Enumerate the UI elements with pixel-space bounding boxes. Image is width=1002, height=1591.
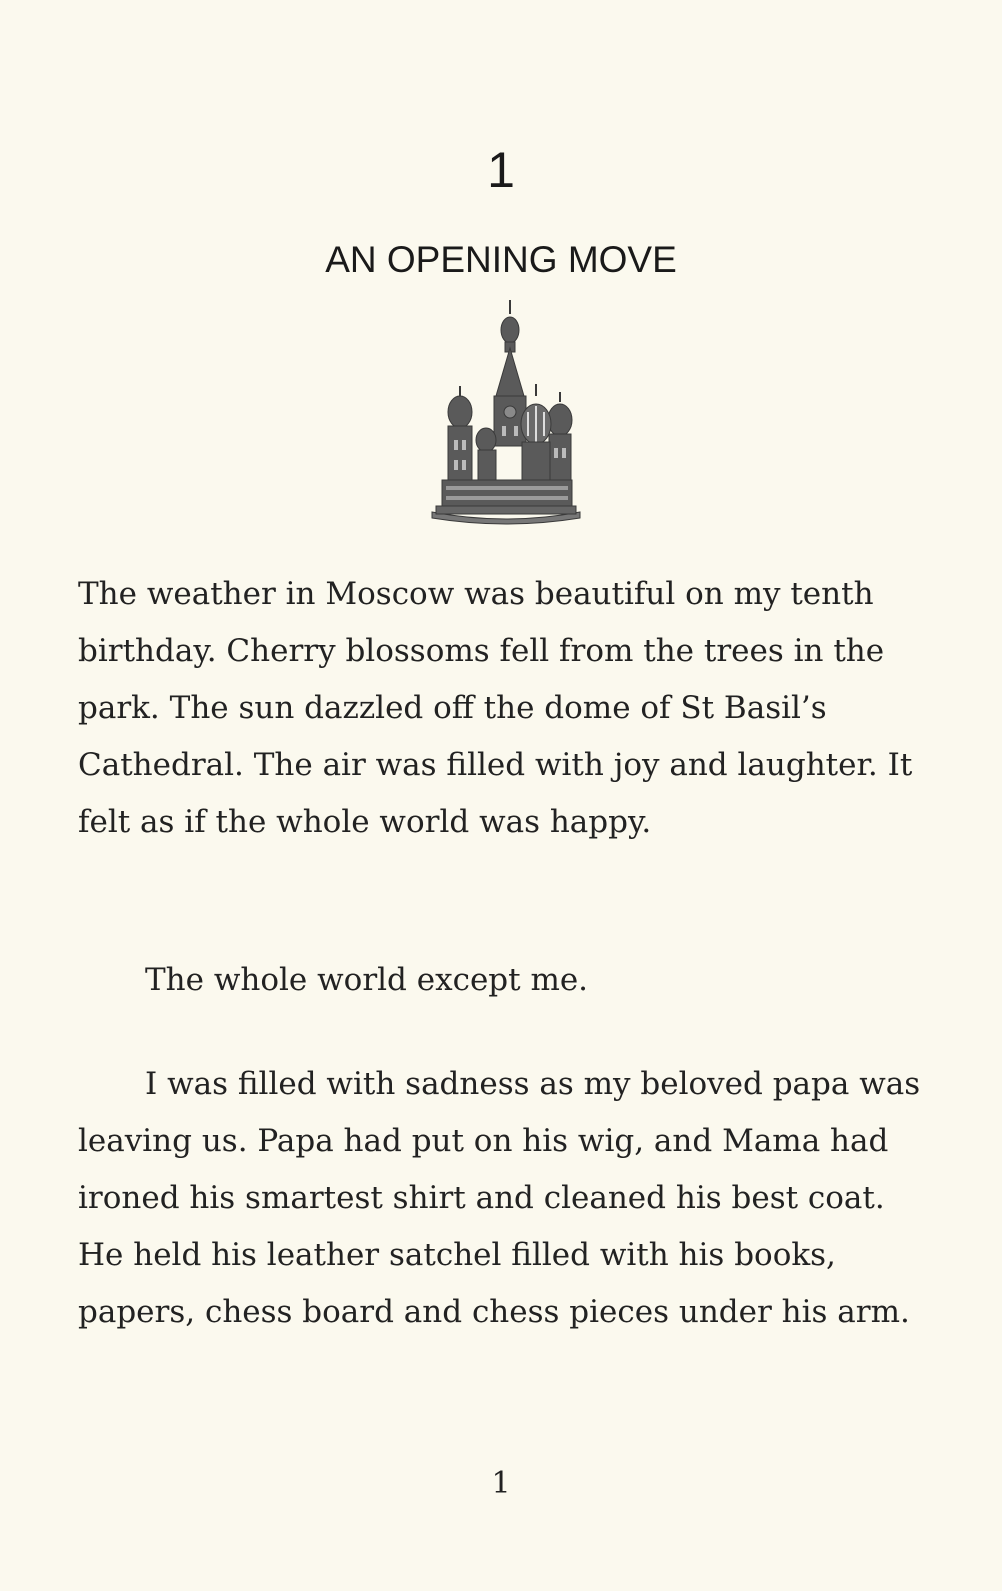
paragraph-1: The weather in Moscow was beautiful on my tenth birthday. Cherry blossoms fell from the trees in the park. The sun dazzled off the dome of St Basil’s Cathedral. The air was filled with joy and laughter. It felt as if the whole world was happy. [78, 576, 913, 840]
chapter-number: 1 [487, 142, 515, 198]
chapter-title: AN OPENING MOVE [325, 239, 677, 280]
paragraph-3: I was filled with sadness as my beloved papa was leaving us. Papa had put on his wig, and Mama had ironed his smartest shirt and cleaned his best coat. He held his leather satchel filled with his books, papers, chess board and chess pieces under his arm. [78, 1066, 921, 1330]
paragraph-2: The whole world except me. [145, 962, 589, 998]
page-number: 1 [491, 1466, 511, 1501]
cathedral-illustration [428, 300, 584, 526]
